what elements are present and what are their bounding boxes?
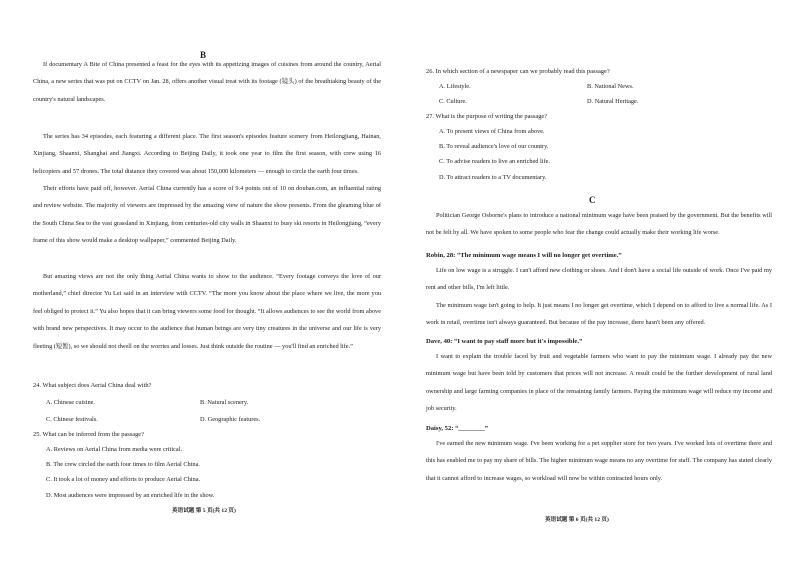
question-24-option-d: D. Geographic features. (200, 416, 261, 423)
question-27-option-b: B. To reveal audience's love of our country. (439, 143, 549, 150)
passage-b-paragraph-4: But amazing views are not the only thing Aerial China wants to show to the audience. “Every footage conveys the love of our motherland,” chief director Yu Lei said in an interview with CCTV. “The more you know about the place where we live, the more you feel obliged to protect it.” Yu also hopes that it can bring viewers some food for thought. “It allows audiences to see the world from above with brand new perspectives. It may occur to the audience that human beings are very tiny creatures in the universe and our life is very fleeting (短暂), so we should not dwell on the worries and losses. Just think outside the routine — you'll find an enriched life.” (33, 273, 381, 350)
question-26-stem: 26. In which section of a newspaper can we probably read this passage? (426, 68, 610, 75)
question-27-option-c: C. To advise readers to live an enriched life. (439, 158, 550, 165)
passage-c-intro: Politician George Osborne's plans to introduce a national minimum wage have been praised by the government. But the benefits will not be felt by all. We have spoken to some people who fear the change could actually make their working life worse. (426, 212, 772, 237)
dave-heading: Dave, 40: “I want to pay staff more but it's impossible.” (426, 338, 583, 345)
page-footer-right: 英语试题 第 6 页(共 12 页) (545, 517, 609, 523)
passage-b-paragraph-2: The series has 34 episodes, each featuring a different place. The first season's episodes feature scenery from Heilongjiang, Hainan, Xinjiang, Shaanxi, Shanghai and Jiangxi. According to Beijing Daily, it took one year to film the first season, with crew using 16 helicopters and 57 drones. The total distance they covered was about 150,000 kilometers — enough to circle the earth four times. (33, 133, 381, 175)
right-page (397, 0, 794, 561)
question-24-option-c: C. Chinese festivals. (46, 416, 98, 423)
question-27-stem: 27. What is the purpose of writing the passage? (426, 113, 548, 120)
question-26-option-d: D. Natural Heritage. (587, 98, 639, 105)
question-24-option-a: A. Chinese cuisine. (46, 399, 95, 406)
question-25-option-a: A. Reviews on Aerial China from media were critical. (46, 446, 183, 453)
section-b-heading: B (200, 50, 207, 60)
passage-b-paragraph-1: If documentary A Bite of China presented a feast for the eyes with its appetizing images of cuisines from around the country, Aerial China, a new series that was put on CCTV on Jan. 28, offers another visual treat with its footage (镜头) of the breathtaking beauty of the country's natural landscapes. (33, 61, 381, 103)
question-25-option-c: C. It took a lot of money and efforts to produce Aerial China. (46, 476, 201, 483)
question-24-stem: 24. What subject does Aerial China deal with? (33, 382, 152, 389)
daisy-paragraph: I've earned the new minimum wage. I've been working for a pet supplier store for two years. I've worked lots of overtime there and this has enabled me to pay my share of bills. The higher minimum wage means no any overtime for staff. The company has stated clearly that it cannot afford to increase wages, so workload will now be within contracted hours only. (426, 440, 772, 482)
question-25-option-d: D. Most audiences were impressed by an enriched life in the show. (46, 492, 215, 499)
dave-paragraph: I want to explain the trouble faced by fruit and vegetable farmers who want to pay the minimum wage. I already pay the new minimum wage but have been told by customers that prices will not increase. A result could be the further development of rural land ownership and large farming companies in place of the remaining family farmers. Paying the minimum wage will reduce my income and job security. (426, 353, 772, 413)
question-25-stem: 25. What can be inferred from the passage? (33, 431, 144, 438)
question-26-option-a: A. Lifestyle. (439, 83, 471, 90)
robin-heading: Robin, 28: “The minimum wage means I will no longer get overtime.” (426, 252, 622, 259)
robin-paragraph-1: Life on low wage is a struggle. I can't afford new clothing or shoes. And I don't have a social life outside of work. Once I've paid my rent and other bills, I'm left little. (426, 267, 772, 292)
question-27-option-a: A. To present views of China from above. (439, 128, 545, 135)
daisy-heading: Daisy, 52: “________” (426, 425, 489, 432)
question-27-option-d: D. To attract readers to a TV documentary. (439, 174, 547, 181)
robin-paragraph-2: The minimum wage isn't going to help. It just means I no longer get overtime, which I depend on to afford to live a normal life. As I work in retail, overtime isn't always guaranteed. But because of the pay increase, there hasn't been any offered. (426, 302, 772, 327)
page-footer-left: 英语试题 第 5 页(共 12 页) (172, 508, 236, 514)
question-26-option-b: B. National News. (587, 83, 634, 90)
question-24-option-b: B. Natural scenery. (200, 399, 249, 406)
question-25-option-b: B. The crew circled the earth four times to film Aerial China. (46, 461, 200, 468)
passage-b-paragraph-3: Their efforts have paid off, however. Aerial China currently has a score of 9.4 points out of 10 on douban.com, an influential rating and review website. The majority of viewers are impressed by the amazing view of nature the show presents. From the gleaming blue of the South China Sea to the vast grassland in Xinjiang, from centuries-old city walls in Shaanxi to busy ski resorts in Heilongjiang, “every frame of this show would make a desktop wallpaper,” commented Beijing Daily. (33, 185, 381, 245)
section-c-heading: C (589, 195, 596, 205)
question-26-option-c: C. Culture. (439, 98, 467, 105)
